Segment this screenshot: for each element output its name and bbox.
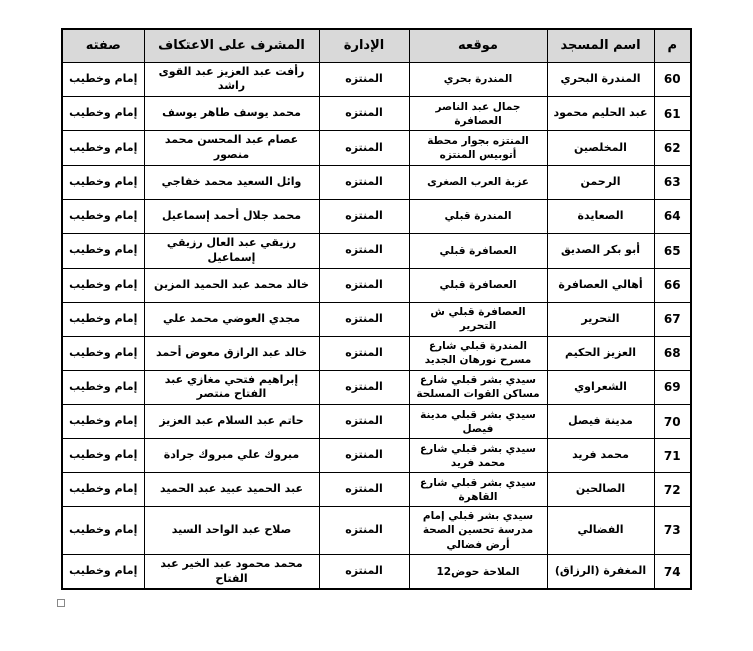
table-row bbox=[62, 131, 691, 166]
cell-num: 71 bbox=[654, 439, 691, 473]
cell-supervisor: صلاح عبد الواحد السيد bbox=[144, 507, 319, 555]
cell-location: سيدي بشر قبلي شارع محمد فريد bbox=[409, 439, 547, 473]
cell-role: إمام وخطيب bbox=[62, 405, 144, 439]
cell-mosque-name: الرحمن bbox=[547, 165, 654, 199]
cell-admin: المنتزه bbox=[319, 507, 409, 555]
cell-location: المندرة قبلي bbox=[409, 199, 547, 233]
cell-mosque-name: مدينة فيصل bbox=[547, 405, 654, 439]
cell-location: المندرة قبلي شارع مسرح نورهان الجديد bbox=[409, 336, 547, 370]
cell-admin: المنتزه bbox=[319, 554, 409, 589]
cell-admin: المنتزه bbox=[319, 165, 409, 199]
table-row bbox=[62, 97, 691, 131]
table-row bbox=[62, 199, 691, 233]
cell-mosque-name: أهالي العصافرة bbox=[547, 268, 654, 302]
cell-num: 63 bbox=[654, 165, 691, 199]
cell-admin: المنتزه bbox=[319, 370, 409, 405]
cell-supervisor: عصام عبد المحسن محمد منصور bbox=[144, 131, 319, 166]
cell-supervisor: رأفت عبد العزيز عبد القوى راشد bbox=[144, 62, 319, 97]
cell-location: العصافرة قبلي bbox=[409, 233, 547, 268]
cell-num: 64 bbox=[654, 199, 691, 233]
table-row bbox=[62, 233, 691, 268]
cell-num: 62 bbox=[654, 131, 691, 166]
cell-mosque-name: أبو بكر الصديق bbox=[547, 233, 654, 268]
cell-num: 66 bbox=[654, 268, 691, 302]
cell-role: إمام وخطيب bbox=[62, 62, 144, 97]
cell-location: عزبة العرب الصغرى bbox=[409, 165, 547, 199]
cell-location: المندرة بحري bbox=[409, 62, 547, 97]
header-admin: الإدارة bbox=[319, 29, 409, 62]
cell-admin: المنتزه bbox=[319, 336, 409, 370]
cell-role: إمام وخطيب bbox=[62, 554, 144, 589]
mosques-table bbox=[61, 28, 692, 590]
cell-supervisor: إبراهيم فتحي مغازي عبد الفتاح منتصر bbox=[144, 370, 319, 405]
cell-num: 72 bbox=[654, 473, 691, 507]
table-row bbox=[62, 554, 691, 589]
cell-mosque-name: عبد الحليم محمود bbox=[547, 97, 654, 131]
cell-num: 67 bbox=[654, 302, 691, 336]
cell-mosque-name: الصعايدة bbox=[547, 199, 654, 233]
cell-mosque-name: الصالحين bbox=[547, 473, 654, 507]
cell-admin: المنتزه bbox=[319, 302, 409, 336]
cell-supervisor: محمد يوسف طاهر يوسف bbox=[144, 97, 319, 131]
cell-mosque-name: المندرة البحري bbox=[547, 62, 654, 97]
cell-location: العصافرة قبلي bbox=[409, 268, 547, 302]
cell-location: الملاحة حوض12 bbox=[409, 554, 547, 589]
cell-num: 68 bbox=[654, 336, 691, 370]
cell-role: إمام وخطيب bbox=[62, 131, 144, 166]
table-row bbox=[62, 439, 691, 473]
cell-location: جمال عبد الناصر العصافرة bbox=[409, 97, 547, 131]
cell-mosque-name: الفضالي bbox=[547, 507, 654, 555]
cell-admin: المنتزه bbox=[319, 268, 409, 302]
cell-num: 65 bbox=[654, 233, 691, 268]
cell-role: إمام وخطيب bbox=[62, 165, 144, 199]
table-row bbox=[62, 268, 691, 302]
cell-supervisor: محمد جلال أحمد إسماعيل bbox=[144, 199, 319, 233]
cell-location: سيدي بشر قبلي شارع القاهرة bbox=[409, 473, 547, 507]
header-mosque-name: اسم المسجد bbox=[547, 29, 654, 62]
table-row bbox=[62, 302, 691, 336]
cell-supervisor: خالد عبد الرازق معوض أحمد bbox=[144, 336, 319, 370]
header-location: موقعه bbox=[409, 29, 547, 62]
cell-num: 73 bbox=[654, 507, 691, 555]
cell-num: 70 bbox=[654, 405, 691, 439]
cell-admin: المنتزه bbox=[319, 199, 409, 233]
cell-role: إمام وخطيب bbox=[62, 302, 144, 336]
cell-admin: المنتزه bbox=[319, 473, 409, 507]
header-role: صفته bbox=[62, 29, 144, 62]
cell-mosque-name: العزيز الحكيم bbox=[547, 336, 654, 370]
cell-role: إمام وخطيب bbox=[62, 439, 144, 473]
cell-location: سيدي بشر قبلي شارع مساكن القوات المسلحة bbox=[409, 370, 547, 405]
cell-admin: المنتزه bbox=[319, 405, 409, 439]
cell-mosque-name: المغفرة (الرزاق) bbox=[547, 554, 654, 589]
cell-role: إمام وخطيب bbox=[62, 507, 144, 555]
cell-role: إمام وخطيب bbox=[62, 370, 144, 405]
cell-location: سيدي بشر قبلي إمام مدرسة تحسين الصحة أرض فضالي bbox=[409, 507, 547, 555]
cell-mosque-name: التحرير bbox=[547, 302, 654, 336]
cell-admin: المنتزه bbox=[319, 131, 409, 166]
cell-role: إمام وخطيب bbox=[62, 268, 144, 302]
cell-admin: المنتزه bbox=[319, 439, 409, 473]
cell-supervisor: مبروك علي مبروك جرادة bbox=[144, 439, 319, 473]
table-row bbox=[62, 165, 691, 199]
table-row bbox=[62, 473, 691, 507]
table-row bbox=[62, 370, 691, 405]
cell-num: 74 bbox=[654, 554, 691, 589]
cell-supervisor: خالد محمد عبد الحميد المزين bbox=[144, 268, 319, 302]
cell-admin: المنتزه bbox=[319, 62, 409, 97]
cell-mosque-name: المخلصين bbox=[547, 131, 654, 166]
cell-num: 69 bbox=[654, 370, 691, 405]
cell-supervisor: عبد الحميد عبيد عبد الحميد bbox=[144, 473, 319, 507]
cell-role: إمام وخطيب bbox=[62, 97, 144, 131]
cell-admin: المنتزه bbox=[319, 97, 409, 131]
cell-location: سيدي بشر قبلي مدينة فيصل bbox=[409, 405, 547, 439]
cell-role: إمام وخطيب bbox=[62, 199, 144, 233]
cell-num: 61 bbox=[654, 97, 691, 131]
cell-location: العصافرة قبلي ش التحرير bbox=[409, 302, 547, 336]
header-num: م bbox=[654, 29, 691, 62]
cell-supervisor: محمد محمود عبد الخير عبد الفتاح bbox=[144, 554, 319, 589]
table-row bbox=[62, 62, 691, 97]
table-row bbox=[62, 336, 691, 370]
cell-num: 60 bbox=[654, 62, 691, 97]
table-header-row bbox=[62, 29, 691, 62]
header-supervisor: المشرف على الاعتكاف bbox=[144, 29, 319, 62]
cell-role: إمام وخطيب bbox=[62, 233, 144, 268]
cell-role: إمام وخطيب bbox=[62, 336, 144, 370]
cell-location: المنتزه بجوار محطة أتوبيس المنتزه bbox=[409, 131, 547, 166]
cell-supervisor: رزيقي عبد العال رزيقي إسماعيل bbox=[144, 233, 319, 268]
cell-supervisor: وائل السعيد محمد خفاجي bbox=[144, 165, 319, 199]
cell-mosque-name: الشعراوي bbox=[547, 370, 654, 405]
table-row bbox=[62, 405, 691, 439]
table-row bbox=[62, 507, 691, 555]
cell-mosque-name: محمد فريد bbox=[547, 439, 654, 473]
cell-role: إمام وخطيب bbox=[62, 473, 144, 507]
anchor-marker-square bbox=[57, 599, 65, 607]
cell-admin: المنتزه bbox=[319, 233, 409, 268]
cell-supervisor: مجدي العوضي محمد علي bbox=[144, 302, 319, 336]
cell-supervisor: حاتم عبد السلام عبد العزيز bbox=[144, 405, 319, 439]
